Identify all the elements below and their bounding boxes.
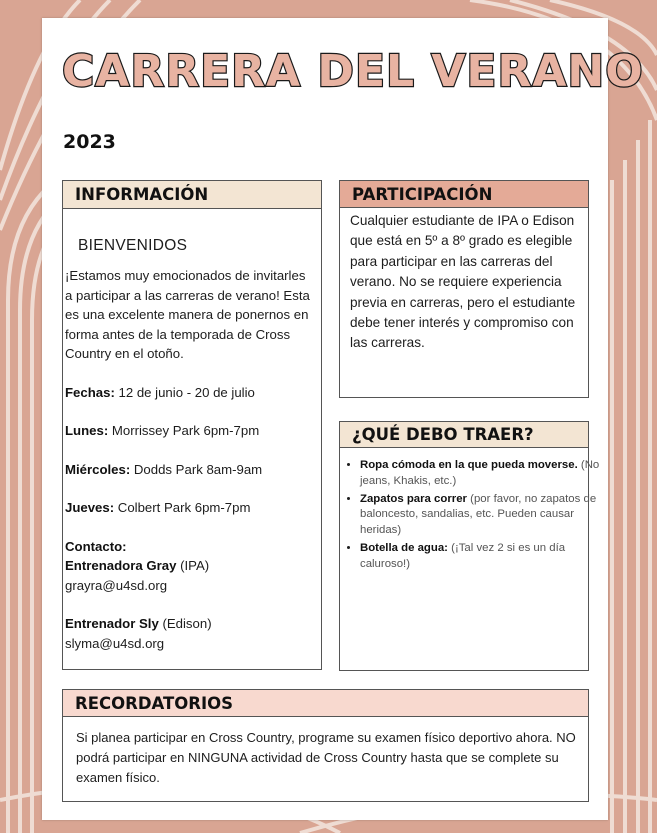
reminders-body: Si planea participar en Cross Country, programe su examen físico deportivo ahora. NO podrá participar en NINGUNA actividad de Cross Country hasta que se complete su examen físico. xyxy=(76,730,576,785)
coach2-name: Entrenador Sly xyxy=(65,616,159,631)
list-item: • Ropa cómoda en la que pueda moverse. (No jeans, Khakis, etc.) xyxy=(360,458,600,490)
coach2 xyxy=(65,614,310,634)
info-header: INFORMACIÓN xyxy=(62,180,322,209)
bring-header: ¿QUÉ DEBO TRAER? xyxy=(339,421,589,448)
list-item: • Botella de agua: (¡Tal vez 2 si es un día caluroso!) xyxy=(360,541,600,573)
coach1-email[interactable]: grayra@u4sd.org xyxy=(65,577,168,593)
info-fechas xyxy=(65,383,310,403)
bring-list xyxy=(342,458,600,575)
reminders-header: RECORDATORIOS xyxy=(62,689,589,717)
lunes-label: Lunes: xyxy=(65,423,109,438)
info-lunes xyxy=(65,421,310,441)
miercoles-label: Miércoles: xyxy=(65,461,131,477)
info-body xyxy=(65,266,310,653)
coach1-name: Entrenadora Gray xyxy=(65,558,177,573)
coach1 xyxy=(65,556,310,576)
participation-header: PARTICIPACIÓN xyxy=(339,180,589,208)
miercoles-value: Dodds Park 8am-9am xyxy=(130,461,263,477)
coach1-school: (IPA) xyxy=(176,558,210,573)
lunes-value: Morrissey Park 6pm-7pm xyxy=(108,423,260,438)
jueves-value: Colbert Park 6pm-7pm xyxy=(114,500,251,515)
contacto-label: Contacto: xyxy=(65,538,127,554)
info-jueves xyxy=(65,498,310,518)
info-welcome: BIENVENIDOS xyxy=(78,237,188,254)
fechas-value: 12 de junio - 20 de julio xyxy=(114,384,255,400)
coach2-email[interactable]: slyma@u4sd.org xyxy=(65,635,165,651)
flyer-year: 2023 xyxy=(63,131,116,153)
flyer-title: CARRERA DEL VERANO xyxy=(62,46,644,97)
participation-body: Cualquier estudiante de IPA o Edison que está en 5º a 8º grado es elegible para participar en las carreras del verano. No se requiere experiencia previa en carreras, pero el estudiante debe tener interés y compromiso con las carreras. xyxy=(350,213,576,351)
info-intro: ¡Estamos muy emocionados de invitarles a participar a las carreras de verano! Esta es una excelente manera de ponernos en forma antes de la temporada de Cross Country en el otoño. xyxy=(65,268,310,361)
coach2-school: (Edison) xyxy=(158,616,212,631)
jueves-label: Jueves: xyxy=(65,500,115,515)
flyer-page xyxy=(42,18,644,820)
info-miercoles xyxy=(65,460,310,480)
list-item: • Zapatos para correr (por favor, no zapatos de baloncesto, sandalias, etc. Pueden causar heridas) xyxy=(360,492,600,539)
fechas-label: Fechas: xyxy=(65,384,115,400)
